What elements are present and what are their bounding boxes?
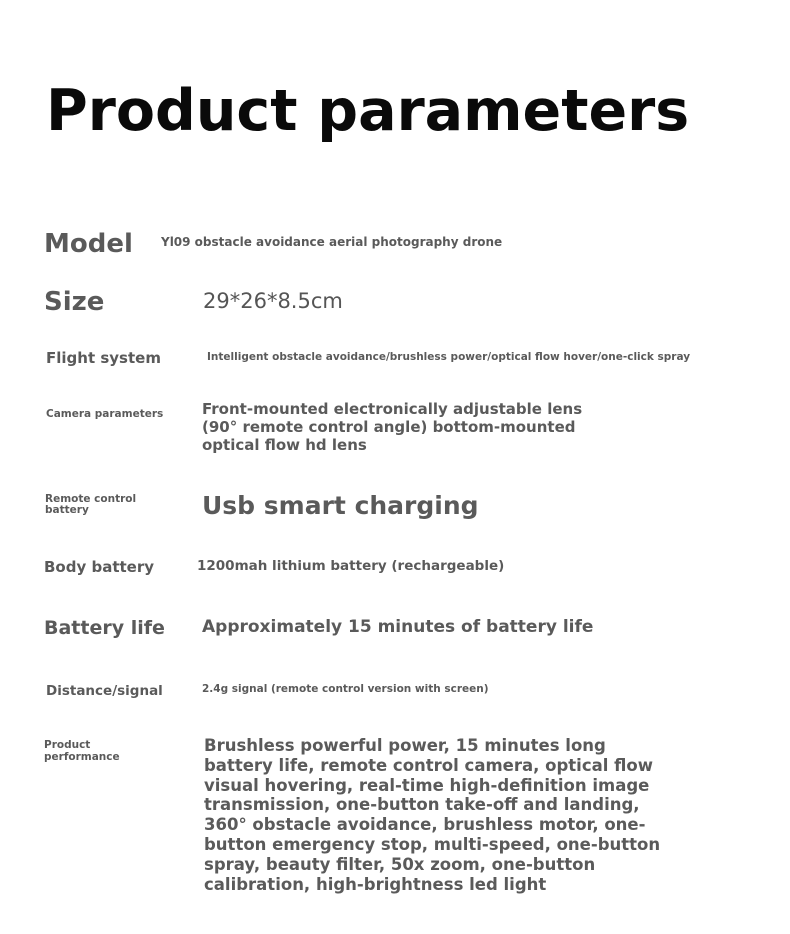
- param-value-body-battery: 1200mah lithium battery (rechargeable): [197, 558, 505, 574]
- param-label-distance-signal: Distance/signal: [46, 683, 163, 699]
- param-label-model: Model: [44, 229, 133, 259]
- param-value-distance-signal: 2.4g signal (remote control version with screen): [202, 683, 489, 695]
- param-label-product-performance: Product performance: [44, 739, 120, 763]
- param-value-camera-parameters: Front-mounted electronically adjustable lens (90° remote control angle) bottom-mounted optical flow hd lens: [202, 400, 583, 454]
- param-label-flight-system: Flight system: [46, 349, 161, 367]
- param-label-body-battery: Body battery: [44, 558, 155, 576]
- param-value-model: Yl09 obstacle avoidance aerial photography drone: [161, 235, 503, 249]
- param-value-size: 29*26*8.5cm: [203, 289, 343, 313]
- param-label-camera-parameters: Camera parameters: [46, 408, 164, 420]
- param-value-flight-system: Intelligent obstacle avoidance/brushless power/optical flow hover/one-click spray: [207, 351, 691, 363]
- param-label-battery-life: Battery life: [44, 617, 165, 639]
- page-title: Product parameters: [46, 78, 690, 144]
- param-value-battery-life: Approximately 15 minutes of battery life: [202, 617, 594, 637]
- param-label-size: Size: [44, 287, 105, 317]
- param-value-remote-control-battery: Usb smart charging: [202, 491, 479, 520]
- param-value-product-performance: Brushless powerful power, 15 minutes long battery life, remote control camera, optical flow visual hovering, real-time high-definition image transmission, one-button take-off and landing, 360° obstacle avoidance, brushless motor, one-button emergency stop, multi-speed, one-button spray, beauty filter, 50x zoom, one-button calibration, high-brightness led light: [204, 736, 661, 894]
- param-label-remote-control-battery: Remote control battery: [45, 493, 137, 516]
